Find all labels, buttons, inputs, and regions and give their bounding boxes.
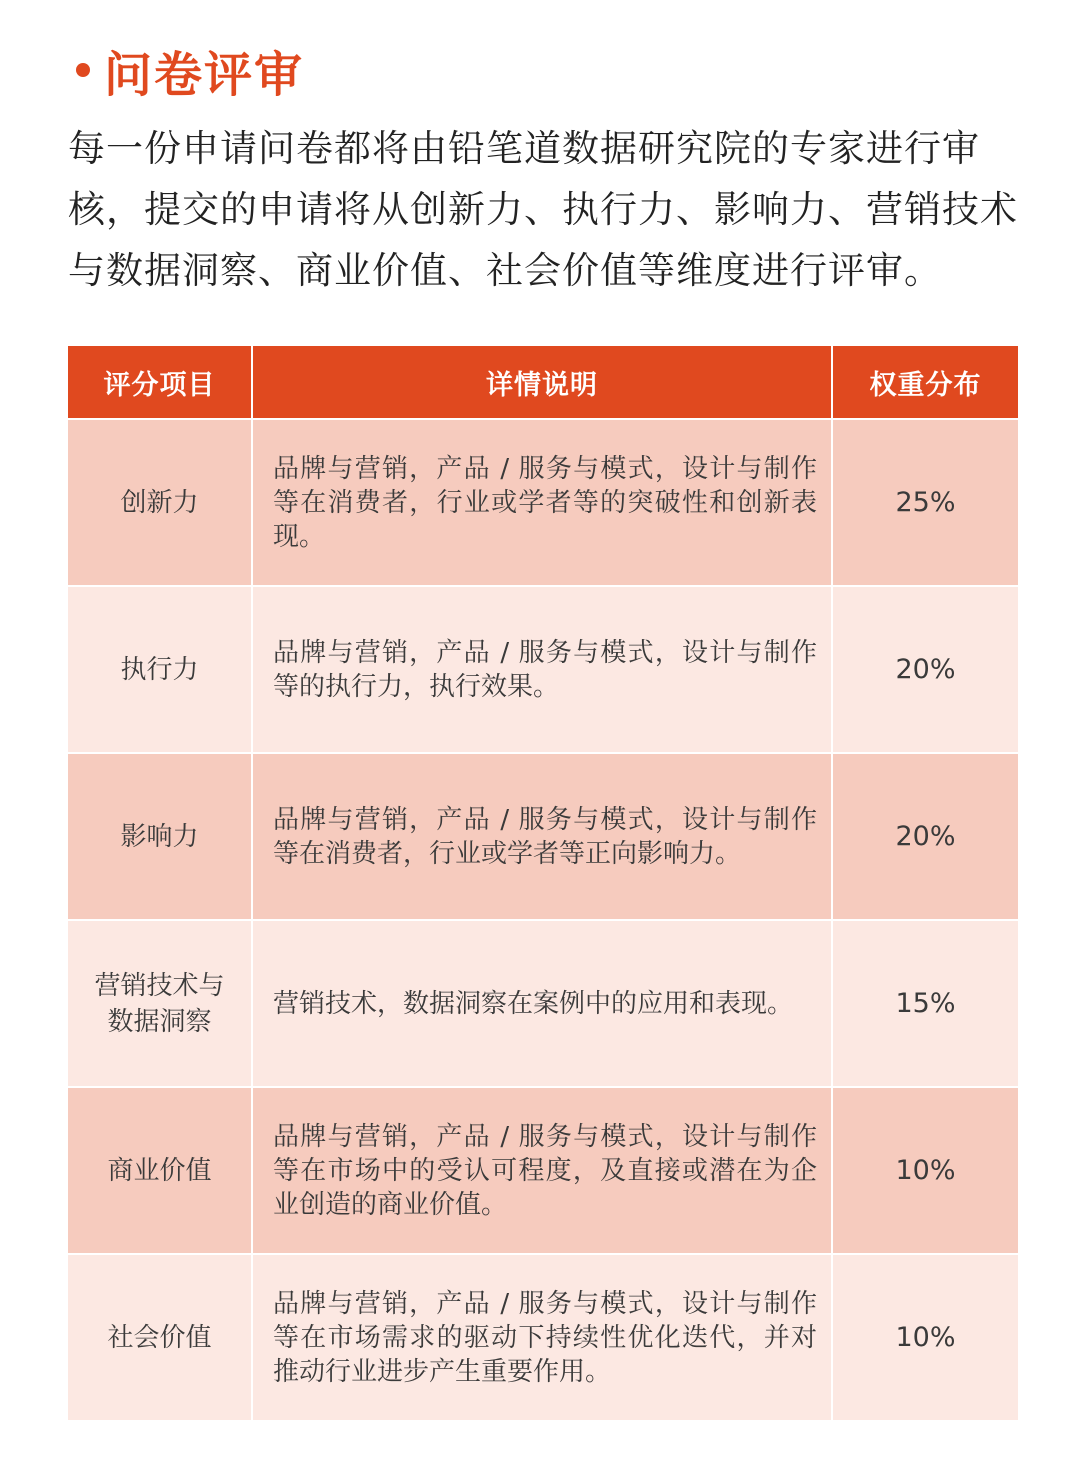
bullet-dot-icon: [76, 63, 90, 77]
row-item: 社会价值: [68, 1254, 252, 1420]
section-title-text: 问卷评审: [104, 46, 305, 103]
table-row: [68, 419, 1018, 586]
row-detail: 营销技术，数据洞察在案例中的应用和表现。: [252, 920, 832, 1087]
row-detail: 品牌与营销，产品 / 服务与模式，设计与制作等在消费者，行业或学者等正向影响力。: [252, 753, 832, 920]
header-weight: 权重分布: [832, 346, 1018, 419]
table-row: [68, 586, 1018, 753]
row-weight: 20%: [832, 586, 1018, 753]
section-title: [76, 38, 304, 102]
row-item: 创新力: [68, 419, 252, 586]
row-item: 执行力: [68, 586, 252, 753]
table-row: [68, 920, 1018, 1087]
row-weight: 10%: [832, 1087, 1018, 1254]
header-item: 评分项目: [68, 346, 252, 419]
header-detail: 详情说明: [252, 346, 832, 419]
row-detail: 品牌与营销，产品 / 服务与模式，设计与制作等在市场中的受认可程度，及直接或潜在为企业创造的商业价值。: [252, 1087, 832, 1254]
table-row: [68, 753, 1018, 920]
row-detail: 品牌与营销，产品 / 服务与模式，设计与制作等在消费者，行业或学者等的突破性和创新表现。: [252, 419, 832, 586]
row-weight: 10%: [832, 1254, 1018, 1420]
row-weight: 20%: [832, 753, 1018, 920]
row-weight: 15%: [832, 920, 1018, 1087]
row-detail: 品牌与营销，产品 / 服务与模式，设计与制作等在市场需求的驱动下持续性优化迭代，并对推动行业进步产生重要作用。: [252, 1254, 832, 1420]
row-weight: 25%: [832, 419, 1018, 586]
table-header-row: [68, 346, 1018, 419]
table-row: [68, 1087, 1018, 1254]
intro-paragraph: 每一份申请问卷都将由铅笔道数据研究院的专家进行审核，提交的申请将从创新力、执行力、影响力、营销技术与数据洞察、商业价值、社会价值等维度进行评审。: [68, 127, 1018, 292]
row-item: 商业价值: [68, 1087, 252, 1254]
row-item: 影响力: [68, 753, 252, 920]
row-item: 营销技术与数据洞察: [68, 920, 252, 1087]
row-detail: 品牌与营销，产品 / 服务与模式，设计与制作等的执行力，执行效果。: [252, 586, 832, 753]
scoring-table: [68, 346, 1018, 1420]
table-row: [68, 1254, 1018, 1420]
